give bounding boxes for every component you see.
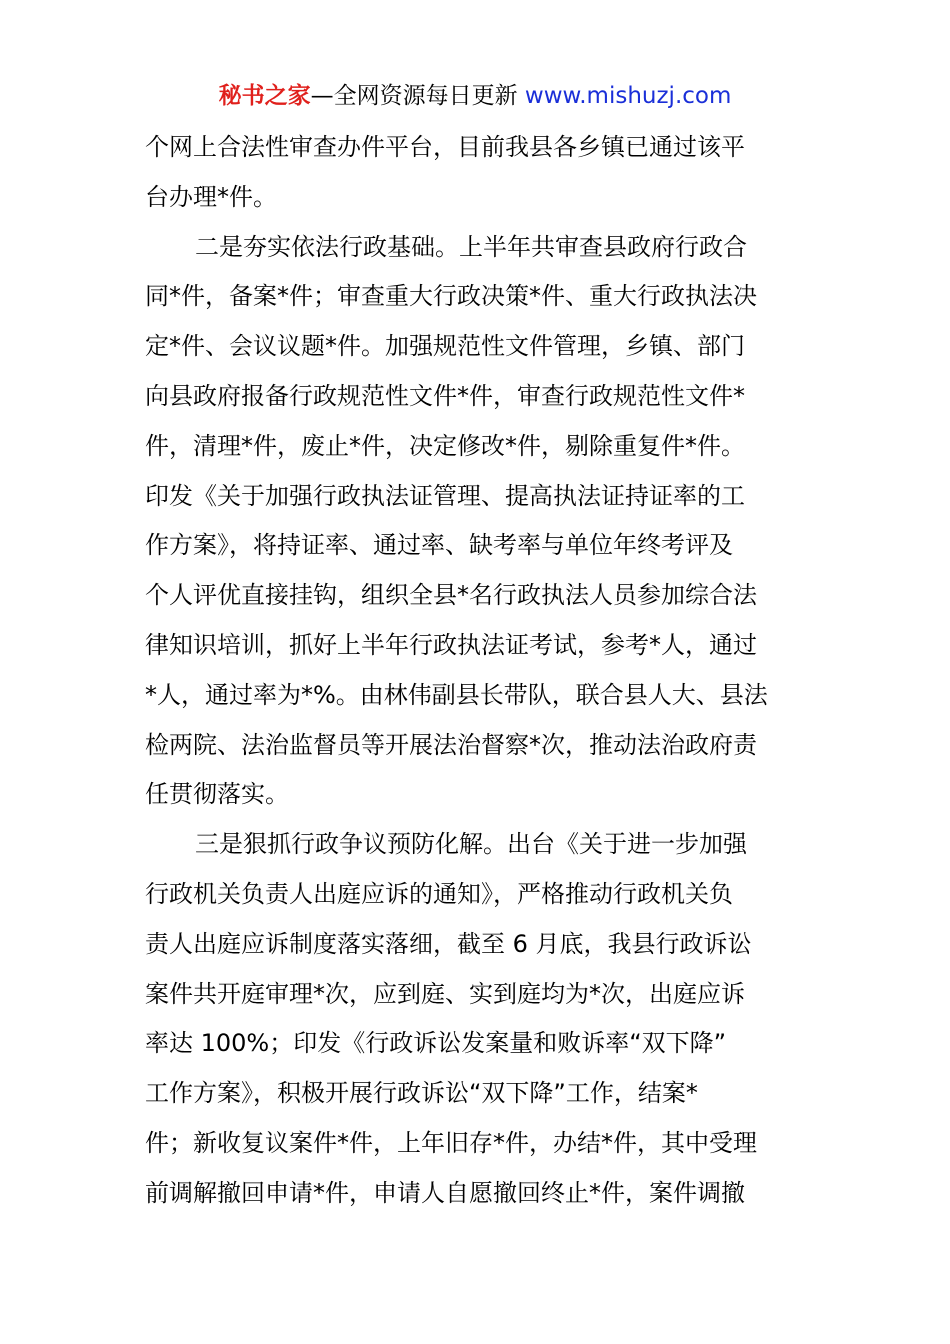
text-line: 向县政府报备行政规范性文件*件，审查行政规范性文件* (145, 381, 745, 410)
text-line: 作方案》，将持证率、通过率、缺考率与单位年终考评及 (145, 531, 733, 560)
text-line: 件；新收复议案件*件，上年旧存*件，办结*件，其中受理 (145, 1128, 757, 1157)
text-line: 台办理*件。 (145, 182, 277, 211)
text-line: 个人评优直接挂钩，组织全县*名行政执法人员参加综合法 (145, 581, 757, 610)
text-line: 同*件，备案*件；审查重大行政决策*件、重大行政执法决 (145, 282, 757, 311)
text-line: 个网上合法性审查办件平台，目前我县各乡镇已通过该平 (145, 133, 745, 161)
brand-name: 秘书之家 (218, 83, 311, 109)
document-body (145, 123, 815, 1219)
text-line: 案件共开庭审理*次，应到庭、实到庭均为*次，出庭应诉 (145, 979, 745, 1008)
text-line: 工作方案》，积极开展行政诉讼“双下降”工作，结案* (145, 1079, 698, 1108)
site-url-link[interactable]: www.mishuzj.com (524, 83, 732, 109)
text-line: *人，通过率为*%。由林伟副县长带队，联合县人大、县法 (145, 680, 768, 709)
site-tagline: —全网资源每日更新 (310, 83, 525, 109)
text-line: 行政机关负责人出庭应诉的通知》，严格推动行政机关负 (145, 879, 733, 908)
text-line: 任贯彻落实。 (145, 780, 289, 809)
text-line: 印发《关于加强行政执法证管理、提高执法证持证率的工 (145, 481, 745, 510)
text-line: 件，清理*件，废止*件，决定修改*件，剔除重复件*件。 (145, 431, 745, 460)
text-line: 前调解撤回申请*件，申请人自愿撤回终止*件，案件调撤 (145, 1178, 745, 1207)
text-line: 率达 100%；印发《行政诉讼发案量和败诉率“双下降” (145, 1029, 727, 1058)
paragraph-first-line: 二是夯实依法行政基础。上半年共审查县政府行政合 (195, 232, 747, 261)
text-line: 检两院、法治监督员等开展法治督察*次，推动法治政府责 (145, 730, 757, 759)
site-header (0, 78, 950, 114)
paragraph-first-line: 三是狠抓行政争议预防化解。出台《关于进一步加强 (195, 830, 747, 859)
text-line: 律知识培训，抓好上半年行政执法证考试，参考*人，通过 (145, 630, 757, 659)
text-line: 定*件、会议议题*件。加强规范性文件管理，乡镇、部门 (145, 332, 745, 361)
text-line: 责人出庭应诉制度落实落细，截至 6 月底，我县行政诉讼 (145, 929, 752, 958)
